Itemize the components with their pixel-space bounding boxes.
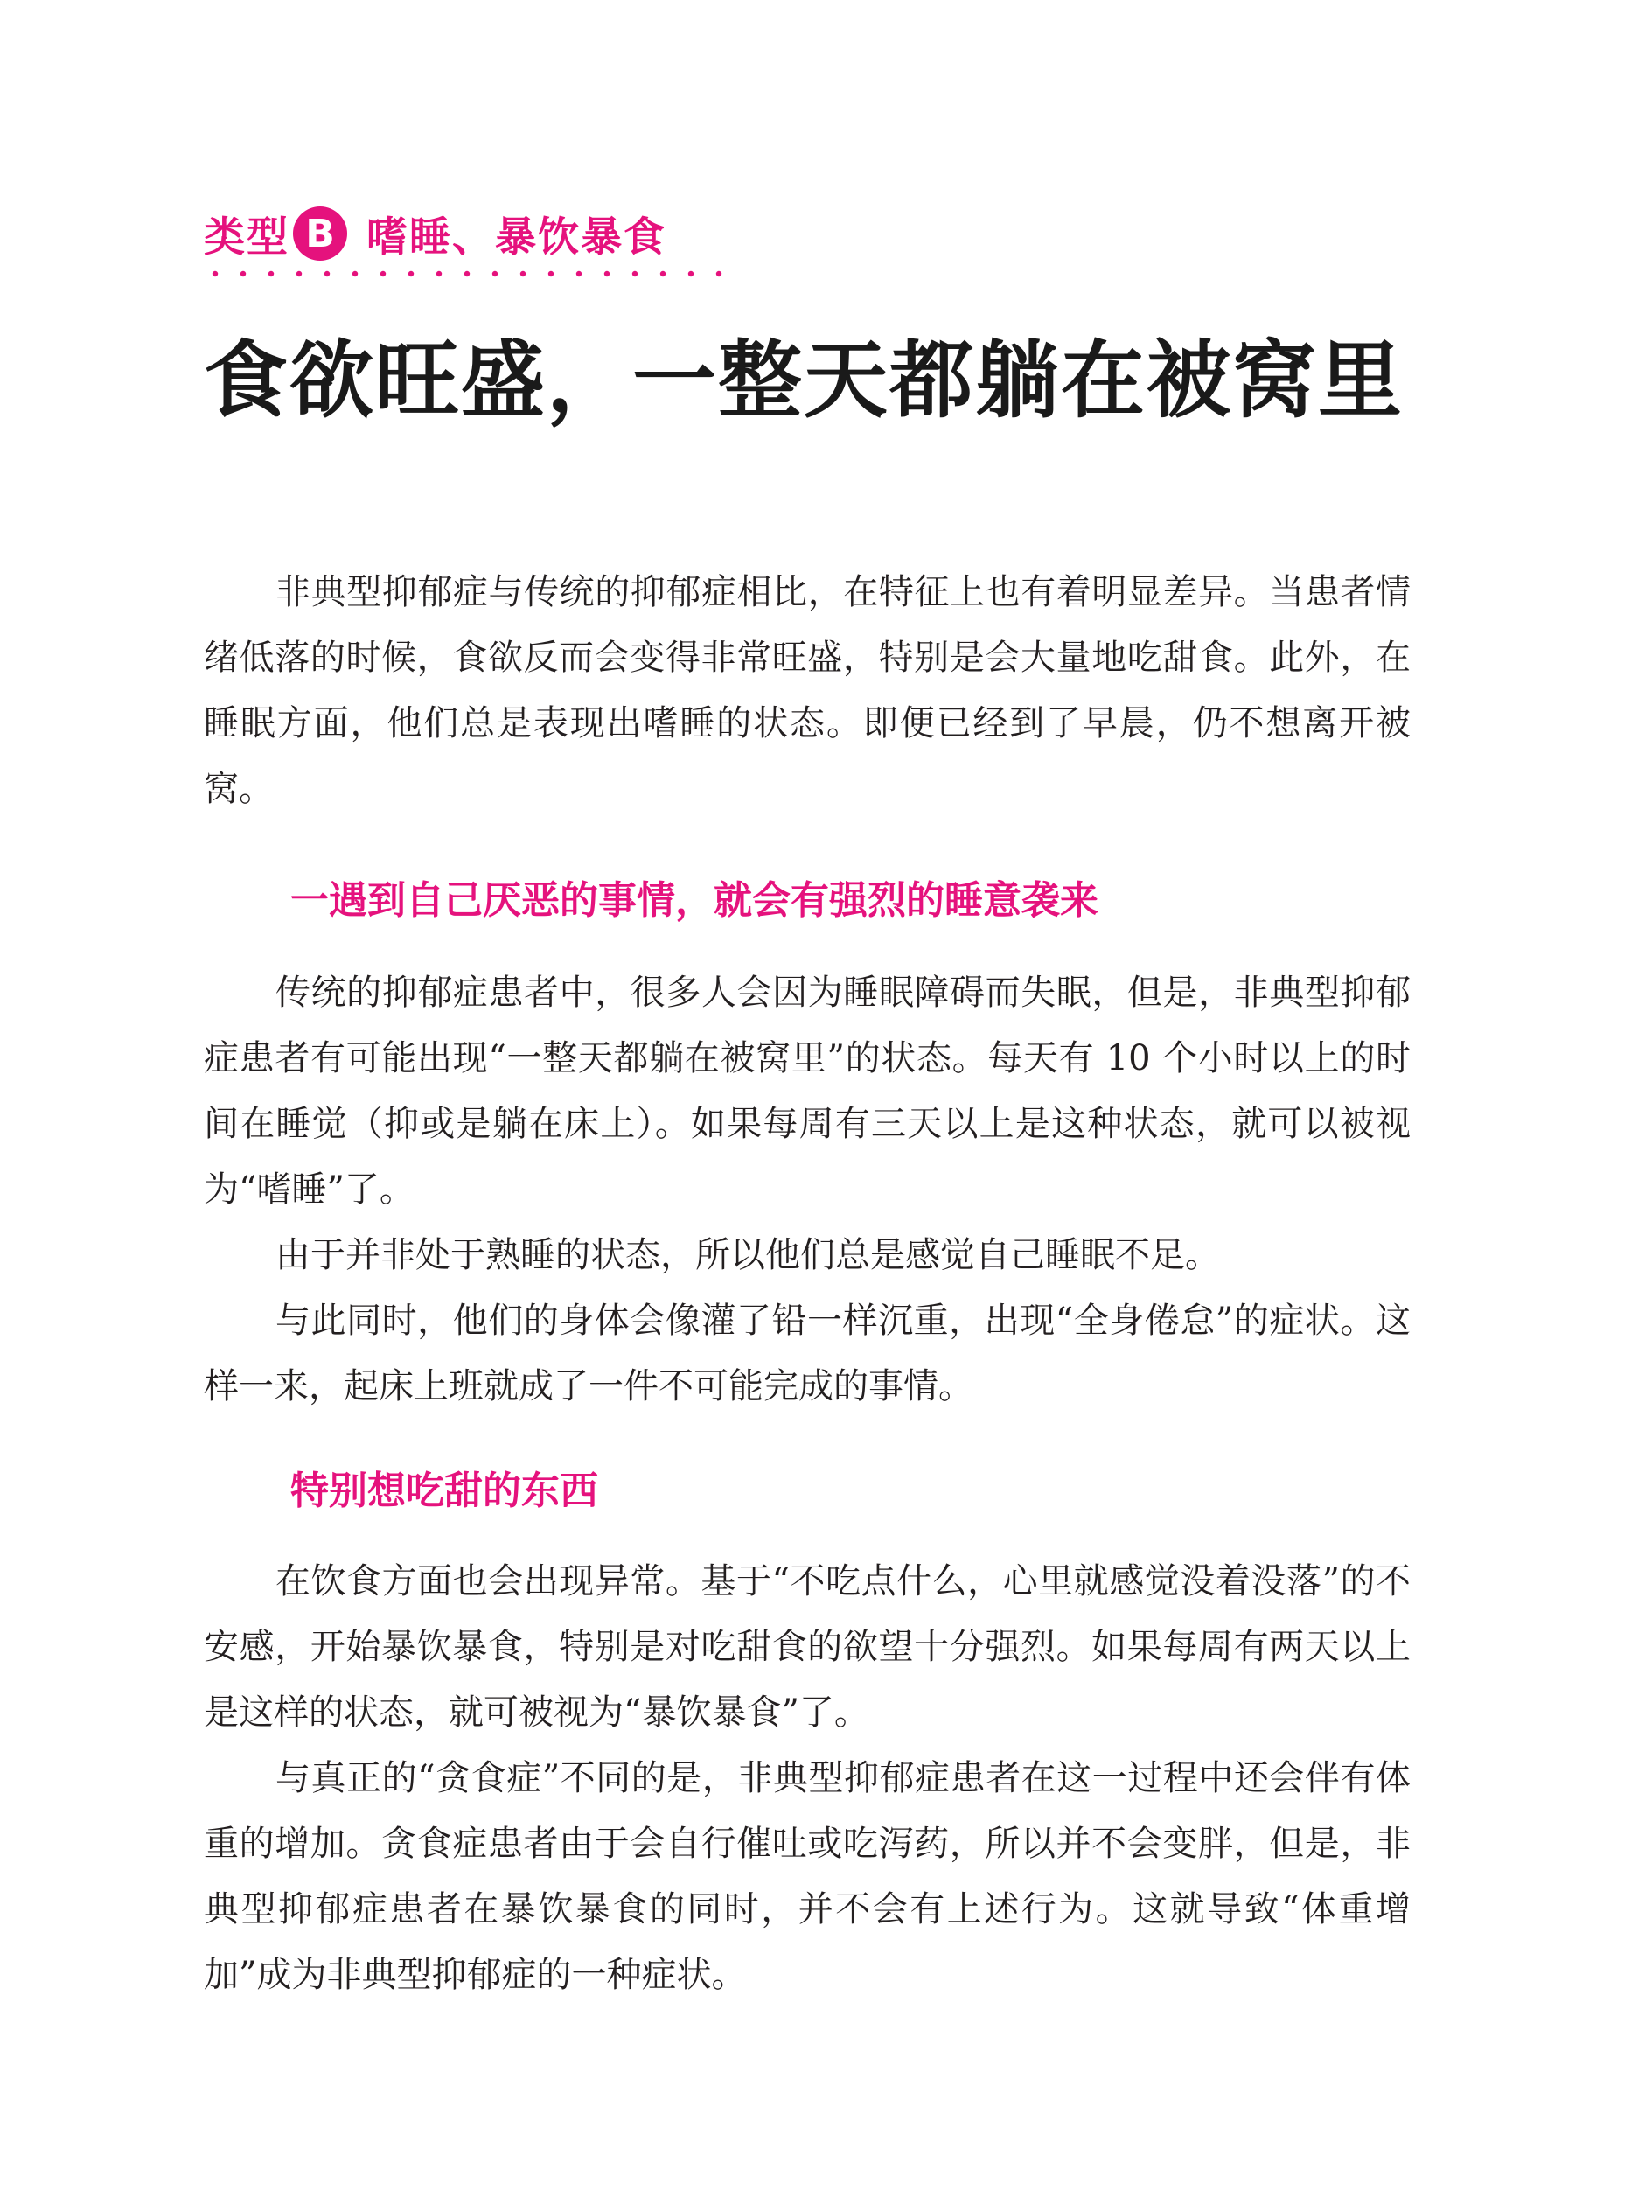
section1-paragraph-3: 与此同时，他们的身体会像灌了铅一样沉重，出现“全身倦怠”的症状。这样一来，起床上班就成了一件不可能完成的事情。 [204, 1301, 1411, 1406]
section2-heading: 特别想吃甜的东西 [290, 1469, 598, 1513]
dotted-divider [212, 268, 736, 280]
section2-paragraph-2: 与真正的“贪食症”不同的是，非典型抑郁症患者在这一过程中还会伴有体重的增加。贪食症患者由于会自行催吐或吃泻药，所以并不会变胖，但是，非典型抑郁症患者在暴饮暴食的同时，并不会有上述行为。这就导致“体重增加”成为非典型抑郁症的一种症状。 [204, 1758, 1411, 1995]
page-title: 食欲旺盛，一整天都躺在被窝里 [204, 331, 1404, 429]
section1-heading: 一遇到自己厌恶的事情，就会有强烈的睡意袭来 [290, 878, 1098, 923]
category-header [204, 203, 666, 264]
category-badge: B [293, 206, 347, 261]
section1-paragraph-1: 传统的抑郁症患者中，很多人会因为睡眠障碍而失眠，但是，非典型抑郁症患者有可能出现“一整天都躺在被窝里”的状态。每天有 10 个小时以上的时间在睡觉（抑或是躺在床上）。如果每周有三天以上是这种状态，就可以被视为“嗜睡”了。 [204, 973, 1411, 1210]
intro-paragraph: 非典型抑郁症与传统的抑郁症相比，在特征上也有着明显差异。当患者情绪低落的时候，食欲反而会变得非常旺盛，特别是会大量地吃甜食。此外，在睡眠方面，他们总是表现出嗜睡的状态。即便已经到了早晨，仍不想离开被窝。 [204, 572, 1411, 809]
section2-paragraph-1: 在饮食方面也会出现异常。基于“不吃点什么，心里就感觉没着没落”的不安感，开始暴饮暴食，特别是对吃甜食的欲望十分强烈。如果每周有两天以上是这样的状态，就可被视为“暴饮暴食”了。 [204, 1561, 1411, 1733]
section1-paragraph-2: 由于并非处于熟睡的状态，所以他们总是感觉自己睡眠不足。 [275, 1235, 1220, 1275]
category-label: 嗜睡、暴饮暴食 [366, 213, 666, 262]
category-prefix: 类型 [204, 213, 289, 262]
